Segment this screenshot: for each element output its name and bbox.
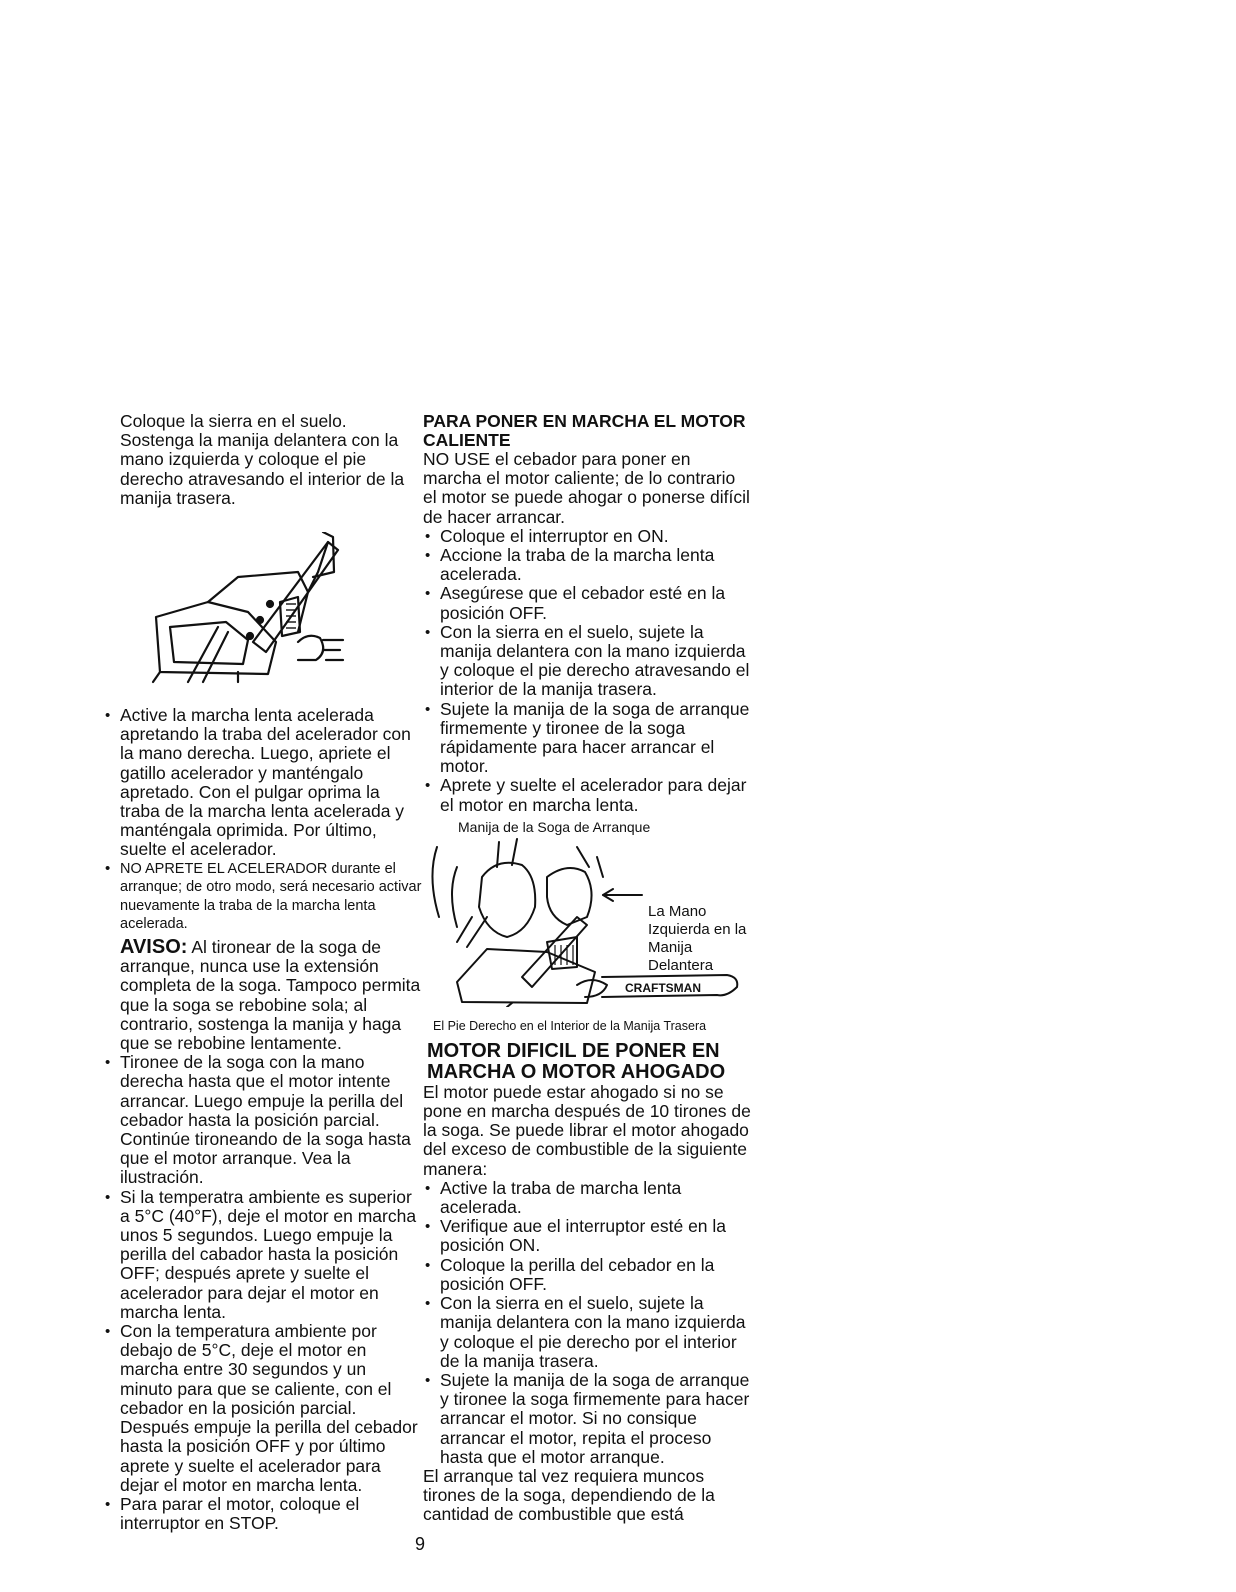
intro-paragraph: Coloque la sierra en el suelo. Sostenga la manija delantera con la mano izquierda y coloque el pie derecho atravesando el interior de la manija trasera. xyxy=(120,411,405,508)
list-item: • Verifique aue el interruptor esté en la posición ON. xyxy=(423,1217,753,1255)
list-item: • Sujete la manija de la soga de arranque y tironee la soga firmemente para hacer arrancar el motor. Si no consique arrancar el motor, repita el proceso hasta que el motor arranque. xyxy=(423,1371,753,1467)
list-item: • Aprete y suelte el acelerador para dejar el motor en marcha lenta. xyxy=(423,776,753,814)
right-bullet-list-2 xyxy=(423,1179,753,1467)
list-item: • Si la temperatra ambiente es superior a 5°C (40°F), deje el motor en marcha unos 5 segundos. Luego empuje la perilla del cabador hasta la posición OFF; después aprete y suelte el acelerador para dejar el motor en marcha lenta. xyxy=(103,1188,423,1322)
list-item: • Con la sierra en el suelo, sujete la manija delantera con la mano izquierda y coloque el pie derecho por el interior de la manija trasera. xyxy=(423,1294,753,1371)
brand-logo: CRAFTSMAN xyxy=(625,980,701,995)
page-number: 9 xyxy=(415,1534,426,1554)
list-item: • Con la temperatura ambiente por debajo de 5°C, deje el motor en marcha entre 30 segundos y un minuto para que se caliente, con el cebador en la posición parcial. Después empuje la perilla del cebador hasta la posición OFF y por último aprete y suelte el acelerador para dejar el motor en marcha lenta. xyxy=(103,1322,423,1495)
paragraph: El motor puede estar ahogado si no se pone en marcha después de 10 tirones de la soga. Se puede librar el motor ahogado del exceso de combustible de la siguiente manera: xyxy=(423,1081,751,1179)
list-item: • Coloque el interruptor en ON. xyxy=(423,527,753,546)
chainsaw-illustration xyxy=(148,532,358,692)
paragraph: NO USE el cebador para poner en marcha el motor caliente; de lo contrario el motor se puede ahogar o ponerse difícil de hacer arrancar. xyxy=(423,449,750,527)
aviso-text: Al tironear de la soga de arranque, nunca use la extensión completa de la soga. Tampoco permita que la soga se rebobine sola; al contrario, sostenga la manija y haga que se rebobine lentamente. xyxy=(120,937,421,1054)
list-item: • NO APRETE EL ACELERADOR durante el arranque; de otro modo, será necesario activar nuevamente la traba de la marcha lenta acelerada. xyxy=(103,860,423,934)
aviso-paragraph xyxy=(103,938,423,1053)
list-item: • Asegúrese que el cebador esté en la posición OFF. xyxy=(423,584,753,622)
left-hand-label: La Mano Izquierda en la Manija Delantera xyxy=(648,902,747,974)
figure-caption-bottom: El Pie Derecho en el Interior de la Manija Trasera xyxy=(433,1018,707,1033)
left-column xyxy=(103,412,423,1533)
list-item: • Active la traba de marcha lenta acelerada. xyxy=(423,1179,753,1217)
figure-caption-top: Manija de la Soga de Arranque xyxy=(458,818,651,835)
right-bullet-list-1 xyxy=(423,527,753,815)
left-bullet-list-bottom xyxy=(103,1053,423,1533)
section-heading: MOTOR DIFICIL DE PONER EN MARCHA O MOTOR AHOGADO xyxy=(427,1039,726,1083)
list-item: • Con la sierra en el suelo, sujete la manija delantera con la mano izquierda y coloque el pie derecho atravesando el interior de la manija trasera. xyxy=(423,623,753,700)
chainsaw-drawing xyxy=(148,532,358,692)
list-item: • Sujete la manija de la soga de arranque firmemente y tironee de la soga rápidamente para hacer arrancar el motor. xyxy=(423,700,753,777)
list-item: • Accione la traba de la marcha lenta acelerada. xyxy=(423,546,753,584)
left-bullet-list-top xyxy=(103,706,423,934)
list-item: • Para parar el motor, coloque el interruptor en STOP. xyxy=(103,1495,423,1533)
aviso-label: AVISO: xyxy=(120,936,188,959)
list-item: • Active la marcha lenta acelerada apretando la traba del acelerador con la mano derecha. Luego, apriete el gatillo acelerador y manténgalo apretado. Con el pulgar oprima la traba de la marcha lenta acelerada y manténgala oprimida. Por último, suelte el acelerador. xyxy=(103,706,423,860)
section-heading: PARA PONER EN MARCHA EL MOTOR CALIENTE xyxy=(423,411,746,450)
starting-figure xyxy=(423,819,753,1019)
list-item: • Tironee de la soga con la mano derecha hasta que el motor intente arrancar. Luego empuje la perilla del cebador hasta la posición parcial. Continúe tironeando de la soga hasta que el motor arranque. Vea la ilustración. xyxy=(103,1053,423,1187)
list-item: • Coloque la perilla del cebador en la posición OFF. xyxy=(423,1256,753,1294)
paragraph: El arranque tal vez requiera muncos tirones de la soga, dependiendo de la cantidad de combustible que está xyxy=(423,1465,715,1525)
right-column xyxy=(423,412,753,1525)
